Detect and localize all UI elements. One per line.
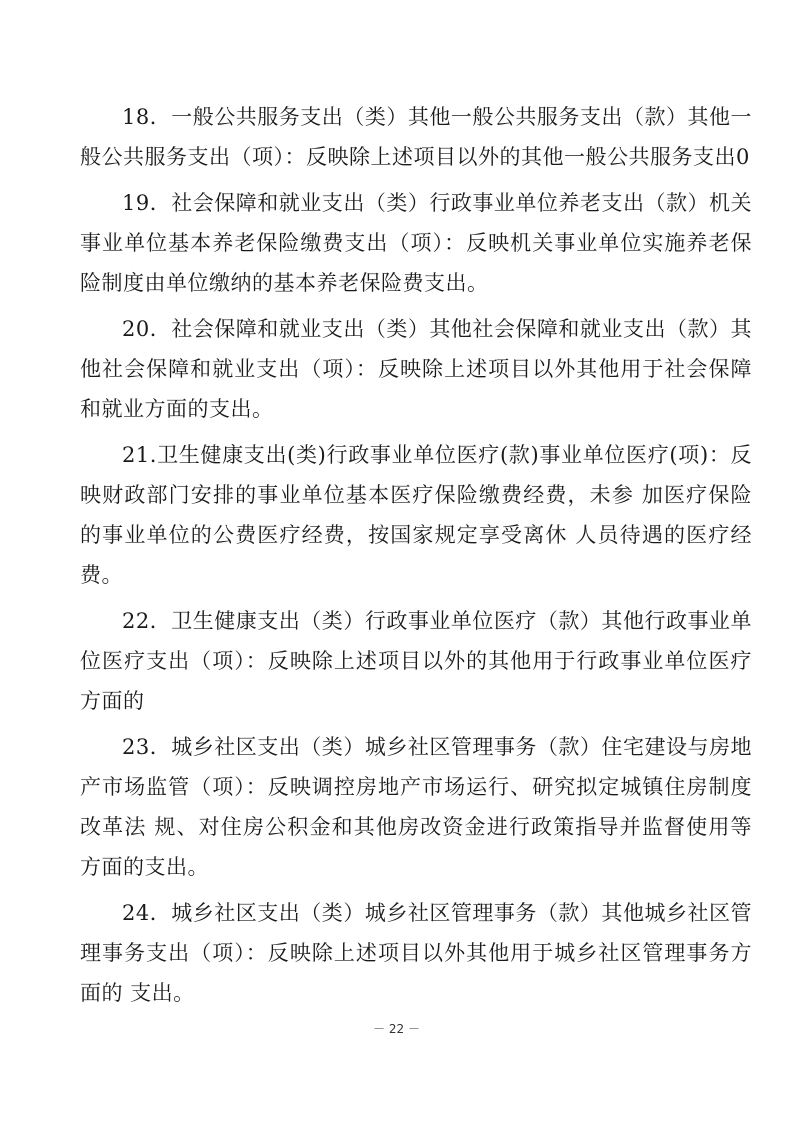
paragraph-item-22: 22．卫生健康支出（类）行政事业单位医疗（款）其他行政事业单位医疗支出（项）：反映除上述项目以外的其他用于行政事业单位医疗方面的 — [80, 609, 752, 713]
paragraph-item-19: 19．社会保障和就业支出（类）行政事业单位养老支出（款）机关事业单位基本养老保险缴费支出（项）：反映机关事业单位实施养老保险制度由单位缴纳的基本养老保险费支出。 — [80, 191, 752, 295]
paragraph-item-18: 18．一般公共服务支出（类）其他一般公共服务支出（款）其他一般公共服务支出（项）：反映除上述项目以外的其他一般公共服务支出0 — [80, 105, 752, 169]
paragraph-item-23: 23．城乡社区支出（类）城乡社区管理事务（款）住宅建设与房地产市场监管（项）：反映调控房地产市场运行、研究拟定城镇住房制度改革法 规、对住房公积金和其他房改资金进行政策指导并监督使用等方面的支出。 — [80, 735, 752, 879]
paragraph-item-24: 24．城乡社区支出（类）城乡社区管理事务（款）其他城乡社区管理事务支出（项）：反映除上述项目以外其他用于城乡社区管理事务方面的 支出。 — [80, 901, 752, 1005]
paragraph-item-21: 21.卫生健康支出(类)行政事业单位医疗(款)事业单位医疗(项)：反映财政部门安排的事业单位基本医疗保险缴费经费，未参 加医疗保险的事业单位的公费医疗经费，按国家规定享受离休 人员待遇的医疗经费。 — [80, 443, 752, 587]
document-body — [80, 97, 752, 1019]
paragraph-item-20: 20．社会保障和就业支出（类）其他社会保障和就业支出（款）其他社会保障和就业支出（项）：反映除上述项目以外其他用于社会保障和就业方面的支出。 — [80, 317, 752, 421]
page-number: － 22 － — [373, 1022, 420, 1036]
